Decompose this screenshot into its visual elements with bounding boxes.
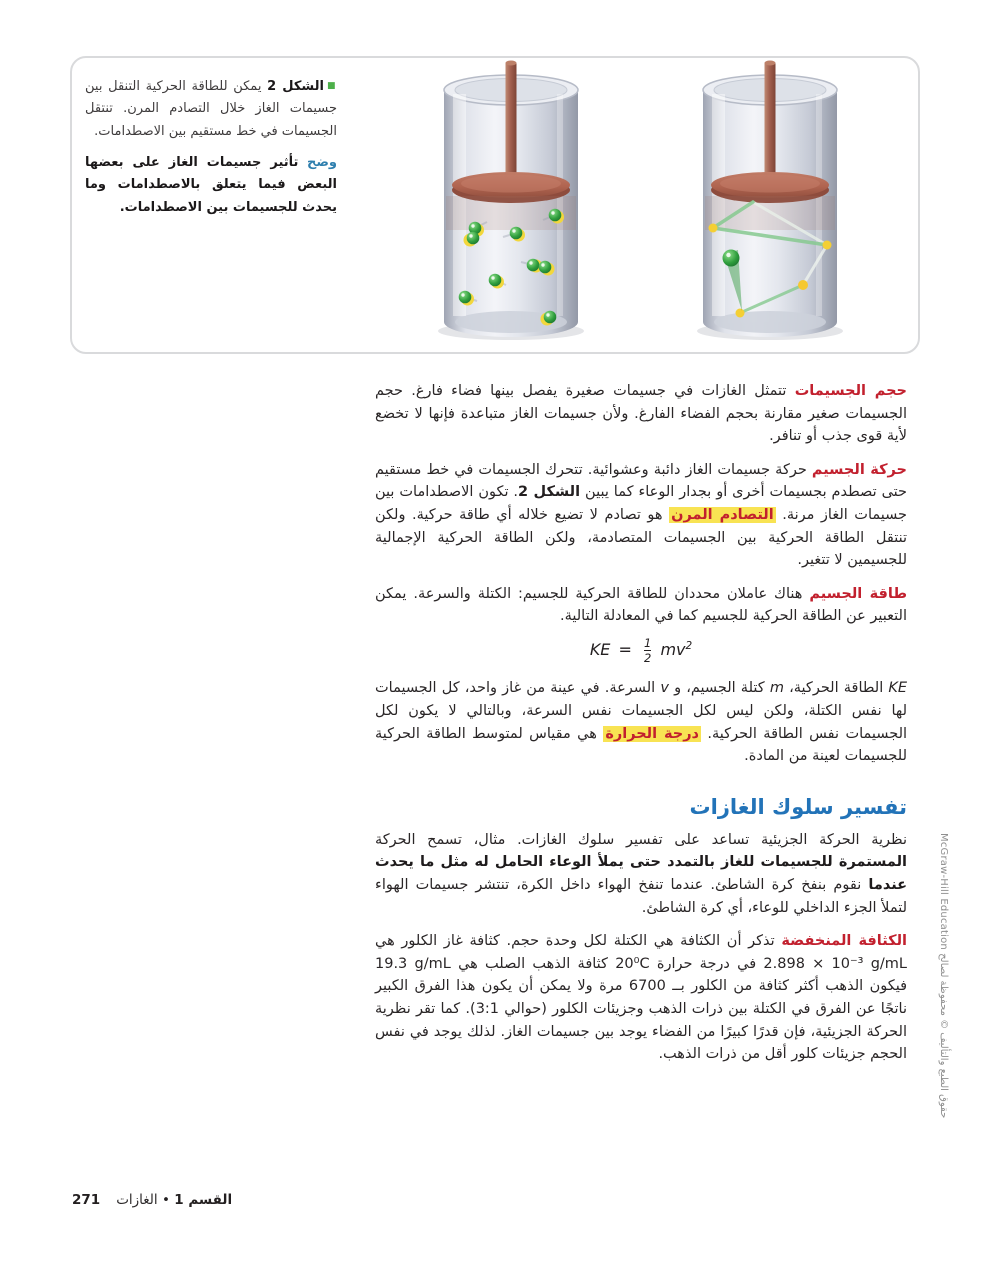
paragraph-text: نظرية الحركة الجزيئية تساعد على تفسير سلوك الغازات. مثال، تسمح الحركة — [375, 831, 907, 848]
paragraph-particle-motion — [375, 459, 907, 572]
piston-rod — [765, 62, 776, 190]
figure-bullet-icon: ■ — [326, 81, 337, 91]
figure-prompt-label: وضح — [306, 155, 337, 171]
key-term-temperature: درجة الحرارة — [605, 725, 699, 742]
equation-equals: = — [618, 640, 632, 660]
paragraph-text: . تكون الاصطدامات بين جسيمات الغاز مرنة. — [375, 484, 908, 524]
topic-heading-particle-motion: حركة الجسيم — [811, 461, 907, 478]
fraction-numerator: 1 — [644, 636, 652, 651]
page-footer — [72, 1192, 232, 1208]
symbol-ke: KE — [888, 680, 908, 697]
chlorine-density-value: 2.898 × 10⁻³ g/mL — [763, 955, 908, 972]
kinetic-energy-equation — [375, 637, 907, 664]
density-ratio-value: 6700 — [628, 978, 666, 995]
paragraph-low-density — [375, 930, 907, 1066]
equation-lhs: KE — [589, 640, 611, 660]
symbol-velocity: v — [660, 680, 669, 697]
figure-prompt-text: تأثير جسيمات الغاز على بعضها البعض فيما يتعلق بالاصطدامات وما يحدث للجسيمات بين الاصطدامات. — [85, 155, 337, 215]
piston-rod — [506, 62, 517, 190]
footer-section-label — [116, 1192, 232, 1208]
gold-density-value: 19.3 g/mL — [375, 955, 451, 972]
temperature-value: 20⁰C — [615, 955, 650, 972]
equation-fraction — [644, 637, 651, 664]
paragraph-text: هناك عاملان محددان للطاقة الحركية للجسيم: الكتلة والسرعة. يمكن التعبير عن الطاقة الحركية للجسيم كما في المعادلة التالية. — [375, 585, 907, 625]
gas-cylinder-straight-paths-illustration — [433, 50, 593, 350]
figure-label: الشكل 2 — [267, 79, 324, 94]
footer-chapter-name: الغازات — [116, 1192, 158, 1208]
figure-caption-text: يمكن للطاقة الحركية التنقل بين جسيمات الغاز خلال التصادم المرن. تنتقل الجسيمات في خط مستقيم بين الاصطدامات. — [85, 79, 337, 139]
topic-heading-low-density: الكثافة المنخفضة — [781, 933, 907, 950]
key-term-elastic-collision: التصادم المرن — [671, 507, 774, 524]
paragraph-text: نقوم بنفخ كرة الشاطئ. عندما تنفخ الهواء داخل الكرة، تنتشر جسيمات الهواء لتملأ الجزء الداخلي للوعاء، أي كرة الشاطئ. — [375, 877, 907, 916]
paragraph-text: تذكر أن الكثافة هي الكتلة لكل وحدة حجم. كثافة غاز الكلور هي — [375, 933, 775, 950]
paragraph-text: هي مقياس لمتوسط الطاقة الحركية للجسيمات لعينة من المادة. — [375, 725, 907, 765]
topic-heading-particle-energy: طاقة الجسيم — [809, 585, 907, 602]
paragraph-kinetic-energy — [375, 677, 907, 767]
equation-exponent: 2 — [685, 639, 693, 652]
paragraph-text: مرة ولا يمكن أن يكون هذا الفرق الكبير ناتجًا عن الفرق في الكتلة بين ذرات الذهب وجزيئات الكلور (حوالي 3:1). كما تقر نظرية الحركة الجزيئية، فإن قدرًا كبيرًا من الفضاء يوجد بين جسيمات الغاز. لذلك يوجد في نفس الحجم جزيئات كلور أقل من ذرات الذهب. — [375, 978, 907, 1063]
fraction-denominator: 2 — [644, 650, 652, 665]
copyright-watermark: حقوق الطبع والتأليف © محفوظة لصالح McGraw-Hill Education — [938, 833, 949, 1119]
paragraph-text: هو تصادم لا تضيع خلاله أي طاقة حركية. ولكن تنتقل الطاقة الحركية بين الجسيمات المتصادمة، ولكن الطاقة الحركية الإجمالية للجسيمين لا تتغير. — [375, 507, 907, 569]
paragraph-text: فيكون الذهب أكثر كثافة من الكلور بــ — [672, 978, 908, 995]
topic-heading-particle-volume: حجم الجسيمات — [794, 383, 908, 399]
equation-rhs: mv — [660, 640, 686, 660]
paragraph-text-bold: المستمرة للجسيمات للغاز بالتمدد حتى يملأ الوعاء الحامل له مثل ما يحدث عندما — [375, 854, 908, 894]
main-text-column — [375, 380, 907, 1077]
paragraph-text: كثافة الذهب الصلب هي — [458, 955, 608, 972]
paragraph-gas-behavior — [375, 829, 907, 919]
footer-section-name: القسم 1 — [174, 1192, 233, 1208]
footer-page-number: 271 — [72, 1192, 101, 1208]
paragraph-particle-volume — [375, 380, 907, 448]
paragraph-text: تتمثل الغازات في جسيمات صغيرة يفصل بينها فضاء فارغ. حجم الجسيمات صغير مقارنة بحجم الفضاء الفارغ. ولأن جسيمات الغاز متباعدة فإنها لا تخضع لأية قوى جذب أو تنافر. — [375, 383, 907, 445]
figure-reference: الشكل 2 — [518, 484, 581, 501]
gas-cylinder-collision-path-illustration — [690, 50, 850, 350]
paragraph-text: كتلة الجسيم، و — [674, 680, 765, 697]
figure-caption — [85, 76, 337, 219]
paragraph-text: حركة جسيمات الغاز دائبة وعشوائية. تتحرك الجسيمات في خط مستقيم حتى تصطدم بجسيمات أخرى أو بجدار الوعاء كما يبين — [375, 461, 908, 501]
section-heading-gas-behavior: تفسير سلوك الغازات — [689, 794, 907, 819]
paragraph-text: السرعة. في عينة من غاز واحد، كل الجسيمات لها نفس الكتلة، ولكن ليس لكل الجسيمات نفس السرعة، وبالتالي لا يكون لكل الجسيمات نفس الطاقة الحركية. — [375, 680, 908, 742]
paragraph-text: الطاقة الحركية، — [789, 680, 884, 697]
paragraph-text: في درجة حرارة — [656, 955, 757, 972]
footer-separator-bullet: • — [161, 1192, 170, 1208]
paragraph-particle-energy — [375, 583, 907, 628]
symbol-mass: m — [769, 680, 784, 697]
gas-particle — [723, 250, 740, 267]
figure-prompt — [85, 152, 337, 219]
